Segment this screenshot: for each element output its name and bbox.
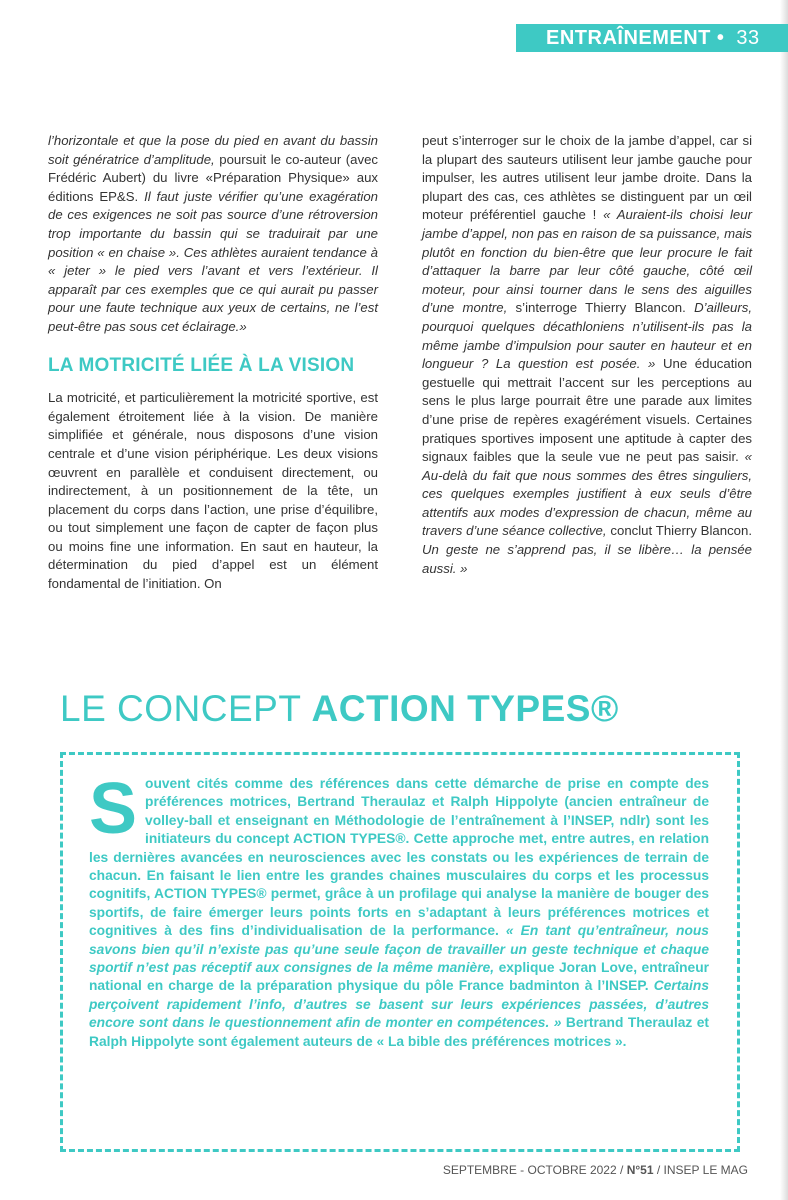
concept-title — [60, 688, 619, 730]
body-text: s’interroge Thierry Blancon. — [507, 300, 686, 316]
quote-text: « Au-delà du fait que nous sommes des êtres singuliers, ces quelques exemples justifient à eux seuls d’être attentifs aux modes d’expression de chacun, même au travers d’une séance collective, — [422, 449, 753, 539]
section-header — [516, 24, 788, 52]
concept-title-light: LE CONCEPT — [60, 688, 312, 729]
section-heading: LA MOTRICITÉ LIÉE À LA VISION — [48, 354, 355, 376]
right-column — [422, 132, 752, 606]
header-separator: • — [716, 26, 725, 49]
right-paragraph — [422, 132, 752, 578]
footer-separator: / — [653, 1163, 664, 1177]
footer-separator: / — [616, 1163, 627, 1177]
footer-magazine: INSEP LE MAG — [663, 1163, 748, 1177]
concept-body — [89, 769, 709, 1051]
concept-title-bold: ACTION TYPES® — [311, 688, 619, 729]
page-footer — [443, 1163, 748, 1177]
drop-cap: S — [89, 769, 138, 849]
concept-quote: « En tant qu’entraîneur, nous savons bien qu’il n’existe pas qu’une seule façon de travailler un geste technique et chaque sportif n’est pas réceptif aux consignes de la même manière, — [89, 923, 709, 976]
quote-text: « Auraient-ils choisi leur jambe d’appel, non pas en raison de sa puissance, mais plutôt en fonction du bien-être que leur procure le fait d’attaquer la barre par leur côté gauche, côté œil moteur, pour ainsi tourner dans le sens des aiguilles d’une montre, — [422, 207, 752, 316]
page-edge-shadow — [780, 0, 788, 1200]
left-paragraph-1 — [48, 132, 378, 337]
quote-text: l’horizontale et que la pose du pied en avant du bassin soit génératrice d’amplitude, — [48, 133, 378, 167]
body-text: Une éducation gestuelle qui mettrait l’accent sur les perceptions au sens le plus large pourrait être une parade aux limites d’une prise de repères exagérément visuels. Certaines pratiques sportives imposent une aptitude à capter des signaux faibles que la seule vue ne peut pas saisir. — [422, 356, 752, 465]
body-text: poursuit le co-auteur (avec Frédéric Aubert) du livre «Préparation Physique» aux éditions EP&S. — [48, 151, 379, 204]
footer-issue: N°51 — [626, 1163, 654, 1177]
footer-date: SEPTEMBRE - OCTOBRE 2022 — [442, 1163, 617, 1177]
quote-text: Un geste ne s’apprend pas, il se libère… la pensée aussi. » — [422, 542, 752, 576]
left-paragraph-2: La motricité, et particulièrement la motricité sportive, est également étroitement liée à la vision. De manière simplifiée et générale, nous disposons d’une vision centrale et d’une vision périphérique. Les deux visions œuvrent en parallèle et conduisent directement, ou indirectement, à un positionnement de la tête, un placement du corps dans l’action, une prise d’équilibre, ou tout simplement une façon de capter de façon plus ou moins fine une information. En saut en hauteur, la détermination du pied d’appel est un élément fondamental de l’initiation. On — [48, 390, 378, 592]
concept-box — [60, 752, 740, 1152]
body-text: peut s’interroger sur le choix de la jambe d’appel, car si la plupart des sauteurs utilisent leur jambe gauche pour impulser, les autres utilisent leur jambe droite. Dans la plupart des cas, ces athlètes se distinguent par un œil moteur préférentiel gauche ! — [422, 133, 752, 223]
quote-text: D’ailleurs, pourquoi quelques décathloniens n’utilisent-ils pas la même jambe d’impulsion pour sauter en hauteur et en longueur ? La question est posée. » — [422, 300, 752, 372]
article-columns — [48, 132, 752, 606]
concept-text: ouvent cités comme des références dans cette démarche de prise en compte des préférences motrices, Bertrand Theraulaz et Ralph Hippolyte (ancien entraîneur de volley-ball et enseignant en Méthodologie de l’entraînement à l’INSEP, ndlr) sont les initiateurs du concept ACTION TYPES®. Cette approche met, entre autres, en relation les dernières avancées en neurosciences avec les constats ou les expériences de terrain de chacun. En faisant le lien entre les grandes chaines musculaires du corps et les processus cognitifs, ACTION TYPES® permet, grâce à un profilage qui analyse la manière de bouger des sportifs, de faire émerger leurs points forts en s’adaptant à leurs préférences motrices et cognitives à des fins d’individualisation de la performance. — [89, 776, 709, 939]
concept-text: Bertrand Theraulaz et Ralph Hippolyte sont également auteurs de « La bible des préférences motrices ». — [89, 1015, 709, 1049]
body-text: conclut Thierry Blancon. — [606, 523, 752, 539]
section-title: ENTRAÎNEMENT — [546, 26, 711, 49]
quote-text: Il faut juste vérifier qu’une exagération de ces exigences ne soit pas source d’une rétroversion trop importante du bassin qui se traduirait par une position « en chaise ». Ces athlètes auraient tendance à « jeter » le pied vers l’avant et vers l’extérieur. Il apparaît par ces exemples que ce qui aurait pu passer pour une faute technique aux yeux de certains, ne l’est peut-être pas sous cet éclairage.» — [48, 188, 378, 334]
page-number: 33 — [736, 26, 760, 49]
concept-quote: Certains perçoivent rapidement l’info, d’autres se basent sur leurs expériences passées, d’autres encore sont dans le questionnement afin de monter en compétences. » — [89, 978, 709, 1031]
concept-text: explique Joran Love, entraîneur national en charge de la préparation physique du pôle France badminton à l’INSEP. — [89, 960, 709, 994]
left-column — [48, 132, 378, 606]
